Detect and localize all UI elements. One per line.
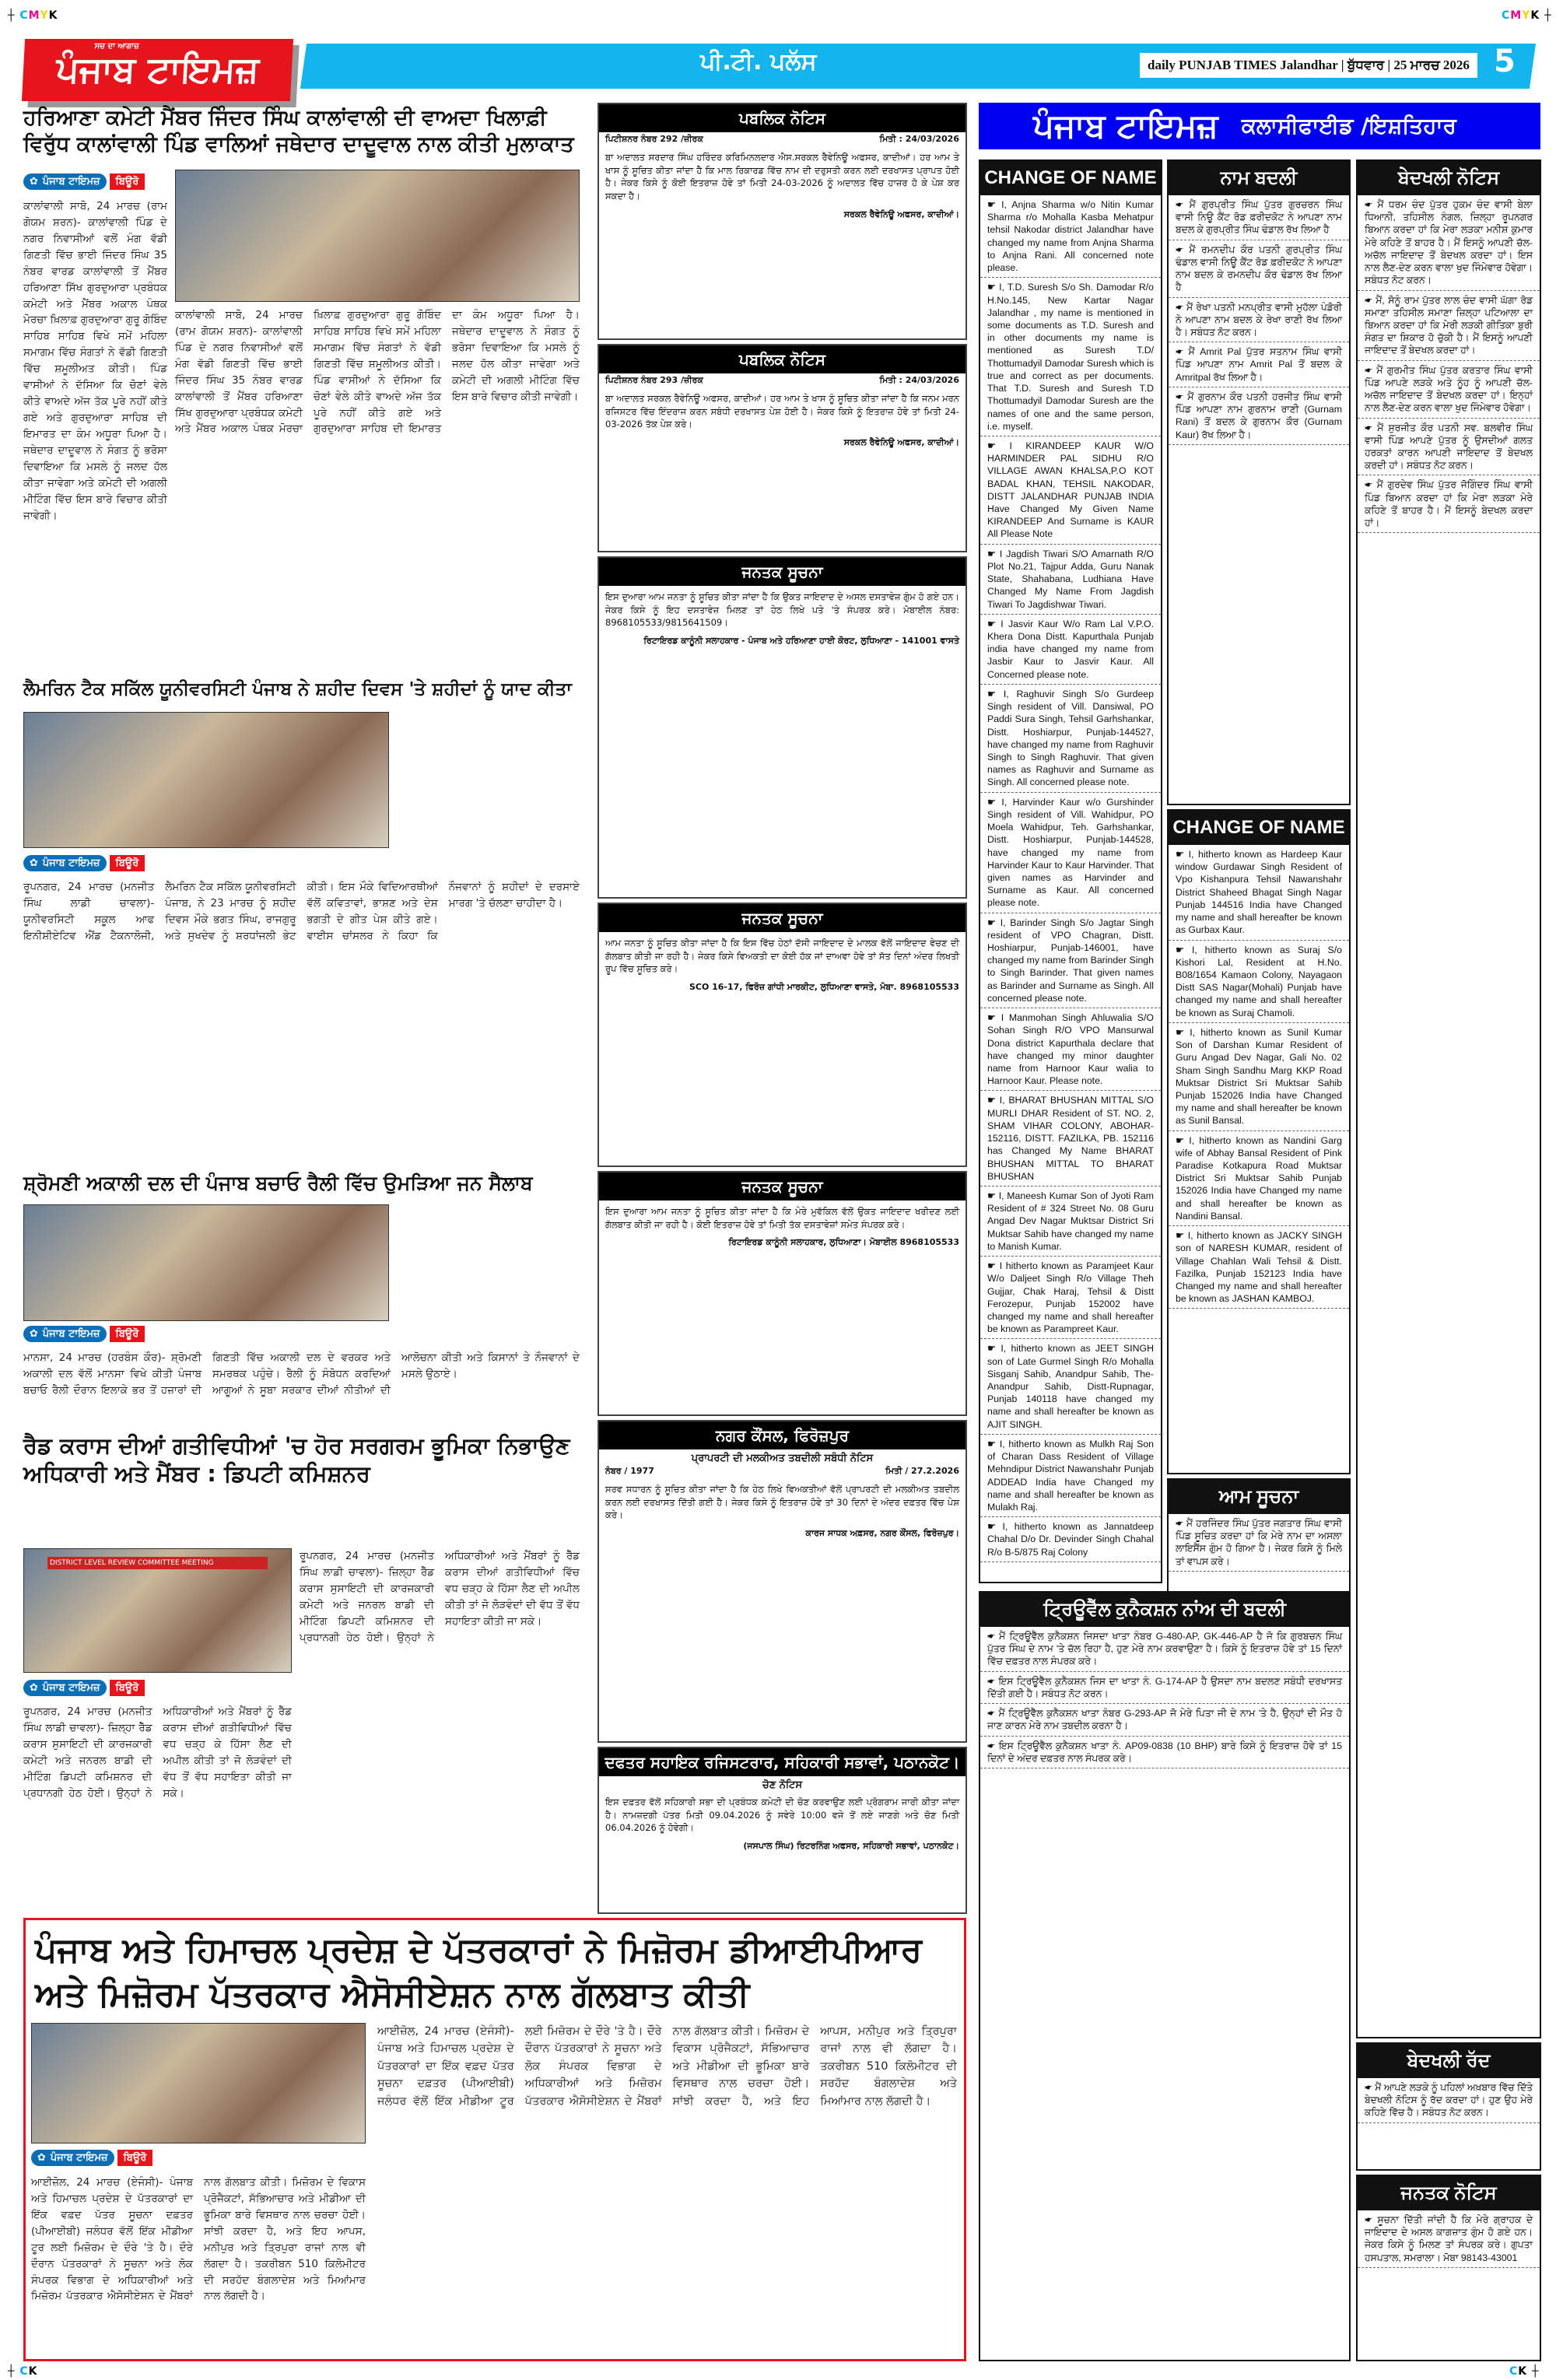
story-2-body: ਰੂਪਨਗਰ, 24 ਮਾਰਚ (ਮਨਜੀਤ ਸਿੰਘ ਲਾਡੀ ਚਾਵਲਾ)- ਯੂਨੀਵਰਸਿਟੀ ਸਕੂਲ ਆਫ ਇਨੀਸ਼ੀਏਟਿਵ ਐਂਡ ਟੈਕਨਾਲੋਜੀ, ਲੈਮਰਿਨ ਟੈਕ ਸਕਿੱਲ ਯੂਨੀਵਰਸਿਟੀ ਪੰਜਾਬ, ਨੇ 23 ਮਾਰਚ ਨੂੰ ਸ਼ਹੀਦ ਦਿਵਸ ਮੌਕੇ ਭਗਤ ਸਿੰਘ, ਰਾਜਗੁਰੂ ਅਤੇ ਸੁਖਦੇਵ ਨੂੰ ਸ਼ਰਧਾਂਜਲੀ ਭੇਟ ਕੀਤੀ। ਇਸ ਮੌਕੇ ਵਿਦਿਆਰਥੀਆਂ ਵੱਲੋਂ ਕਵਿਤਾਵਾਂ, ਭਾਸ਼ਣ ਅਤੇ ਦੇਸ਼ ਭਗਤੀ ਦੇ ਗੀਤ ਪੇਸ਼ ਕੀਤੇ ਗਏ। ਵਾਈਸ ਚਾਂਸਲਰ ਨੇ ਕਿਹਾ ਕਿ ਨੌਜਵਾਨਾਂ ਨੂੰ ਸ਼ਹੀਦਾਂ ਦੇ ਦਰਸਾਏ ਮਾਰਗ 'ਤੇ ਚੱਲਣਾ ਚਾਹੀਦਾ ਹੈ। [23,881,580,942]
classified-banner: ਪੰਜਾਬ ਟਾਇਮਜ਼ ਕਲਾਸੀਫਾਈਡ /ਇਸ਼ਤਿਹਾਰ [979,103,1540,149]
notice-ref: ਪਿਟੀਸ਼ਨਰ ਨੰਬਰ 293 /ਜ਼ੀਰਕ [605,375,703,385]
classified-entry: ☛ ਮੈਂ ਆਪਣੇ ਲੜਕੇ ਨੂੰ ਪਹਿਲਾਂ ਅਖ਼ਬਾਰ ਵਿੱਚ ਦਿੱਤੇ ਬੇਦਖਲੀ ਨੋਟਿਸ ਨੂੰ ਰੱਦ ਕਰਦਾ ਹਾਂ। ਹੁਣ ਉਹ ਮੇਰੇ ਕਹਿਣੇ ਵਿੱਚ ਹੈ। ਸਬੰਧਤ ਨੋਟ ਕਰਨ। [1358,2078,1540,2123]
byline-tag: ✿ ਪੰਜਾਬ ਟਾਇਮਜ਼ ਬਿਊਰੋ [23,1325,145,1342]
classified-entry: ☛ I, Anjna Sharma w/o Nitin Kumar Sharma r/o Mohalla Kasba Mehatpur tehsil Nakodar district Jalandhar have changed my name from Anjna Sharma to Anjna Rani. All concerned note please. [980,195,1161,278]
classified-entry: ☛ ਸੂਚਨਾ ਦਿੱਤੀ ਜਾਂਦੀ ਹੈ ਕਿ ਮੇਰੇ ਗ੍ਰਾਹਕ ਦੇ ਜਾਇਦਾਦ ਦੇ ਅਸਲ ਕਾਗਜ਼ਾਤ ਗੁੰਮ ਹੋ ਗਏ ਹਨ। ਜੇਕਰ ਕਿਸੇ ਨੂੰ ਮਿਲਣ ਤਾਂ ਸੰਪਰਕ ਕਰੇ। ਗੁਪਤਾ ਹਸਪਤਾਲ, ਸਮਰਾਲਾ। ਮੋਬਾ 98143-43001 [1358,2210,1540,2268]
classified-section-tubewell [979,1591,1351,2361]
classified-entry: ☛ I, Maneesh Kumar Son of Jyoti Ram Resident of # 324 Street No. 08 Guru Angad Dev Nagar Muktsar District Sri Muktsar Sahib have changed my name to Manish Kumar. [980,1186,1161,1257]
notice-signature: ਸਰਕਲ ਰੈਵੇਨਿਊ ਅਫਸਰ, ਕਾਦੀਆਂ। [843,437,959,448]
dateline: daily PUNJAB TIMES Jalandhar | ਬੁੱਧਵਾਰ | 25 ਮਾਰਚ 2026 [1140,53,1477,78]
notice-box [598,903,967,1167]
classified-entry: ☛ ਮੈਂ Amrit Pal ਪੁੱਤਰ ਸਤਨਾਮ ਸਿੰਘ ਵਾਸੀ ਪਿੰਡ ਆਪਣਾ ਨਾਮ Amrit Pal ਤੋਂ ਬਦਲ ਕੇ Amritpal ਰੱਖ ਲਿਆ ਹੈ। [1169,342,1349,387]
classified-section-title: ਜਨਤਕ ਨੋਟਿਸ [1358,2176,1540,2210]
classified-entry: ☛ ਮੈਂ ਟ੍ਰਿਊਵੈੱਲ ਕੁਨੈਕਸ਼ਨ ਖਾਤਾ ਨੰਬਰ G-293-AP ਜੋ ਮੇਰੇ ਪਿਤਾ ਜੀ ਦੇ ਨਾਮ 'ਤੇ ਹੈ, ਉਨ੍ਹਾਂ ਦੀ ਮੌਤ ਹੋ ਜਾਣ ਕਾਰਨ ਮੇਰੇ ਨਾਮ ਤਬਦੀਲ ਕਰਨਾ ਹੈ। [980,1704,1349,1736]
masthead-logo: ਸਚ ਦਾ ਆਗਾਜ਼ ਪੰਜਾਬ ਟਾਇਮਜ਼ [22,39,293,101]
notice-box [598,344,967,552]
notice-title: ਪਬਲਿਕ ਨੋਟਿਸ [599,345,965,373]
logo-icon: ✿ [37,2152,46,2164]
classified-entry: ☛ ਮੈਂ ਗੁਰਨਾਮ ਕੌਰ ਪਤਨੀ ਹਰਜੀਤ ਸਿੰਘ ਵਾਸੀ ਪਿੰਡ ਆਪਣਾ ਨਾਮ ਗੁਰਨਾਮ ਰਾਣੀ (Gurnam Rani) ਤੋਂ ਬਦਲ ਕੇ ਗੁਰਨਾਮ ਕੌਰ (Gurnam Kaur) ਰੱਖ ਲਿਆ ਹੈ। [1169,387,1349,445]
classified-entry: ☛ ਮੈਂ ਗੁਰਪ੍ਰੀਤ ਸਿੰਘ ਪੁੱਤਰ ਗੁਰਚਰਨ ਸਿੰਘ ਵਾਸੀ ਨਿਊ ਕੈਂਟ ਰੋਡ ਫ਼ਰੀਦਕੋਟ ਨੇ ਆਪਣਾ ਨਾਮ ਬਦਲ ਕੇ ਗੁਰਪ੍ਰੀਤ ਸਿੰਘ ਢੰਡਾਲ ਰੱਖ ਲਿਆ ਹੈ [1169,195,1349,240]
notice-title: ਨਗਰ ਕੌਂਸਲ, ਫਿਰੋਜ਼ਪੁਰ [599,1421,965,1449]
byline-tag: ✿ ਪੰਜਾਬ ਟਾਇਮਜ਼ ਬਿਊਰੋ [23,854,145,871]
classified-entry: ☛ I, BHARAT BHUSHAN MITTAL S/O MURLI DHAR Resident of ST. NO. 2, SHAM VIHAR COLONY, ABOHAR-152116, DISTT. FAZILKA, PB. 152116 has Changed My Name BHARAT BHUSHAN MITTAL TO BHARAT BHUSHAN [980,1091,1161,1186]
story-1-body: ਕਾਲਾਂਵਾਲੀ ਸਾਬੋ, 24 ਮਾਰਚ (ਰਾਮ ਗੋਯਮ ਸ਼ਰਨ)- ਕਾਲਾਂਵਾਲੀ ਪਿੰਡ ਦੇ ਨਗਰ ਨਿਵਾਸੀਆਂ ਵਲੋਂ ਮੰਗ ਵੱਡੀ ਗਿਣਤੀ ਵਿੱਚ ਭਾਈ ਜਿੰਦਰ ਸਿੰਘ 35 ਨੰਬਰ ਵਾਰਡ ਕਾਲਾਂਵਾਲੀ ਤੋਂ ਮੈਂਬਰ ਹਰਿਆਣਾ ਸਿੱਖ ਗੁਰਦੁਆਰਾ ਪ੍ਰਬੰਧਕ ਕਮੇਟੀ ਅਤੇ ਮੈਂਬਰ ਅਕਾਲ ਪੰਥਕ ਮੋਰਚਾ ਖ਼ਿਲਾਫ਼ ਗੁਰਦੁਆਰਾ ਗੁਰੂ ਗੋਬਿੰਦ ਸਾਹਿਬ ਸਾਹਿਬ ਵਿਖੇ ਸਮੇਂ ਮਹਿਲਾ ਸਮਾਗਮ ਵਿੱਚ ਸੰਗਤਾਂ ਨੇ ਵੱਡੀ ਗਿਣਤੀ ਵਿੱਚ ਸ਼ਮੂਲੀਅਤ ਕੀਤੀ। ਪਿੰਡ ਵਾਸੀਆਂ ਨੇ ਦੱਸਿਆ ਕਿ ਚੋਣਾਂ ਵੇਲੇ ਕੀਤੇ ਵਾਅਦੇ ਅੱਜ ਤੱਕ ਪੂਰੇ ਨਹੀਂ ਕੀਤੇ ਗਏ ਅਤੇ ਗੁਰਦੁਆਰਾ ਸਾਹਿਬ ਦੀ ਇਮਾਰਤ ਦਾ ਕੰਮ ਅਧੂਰਾ ਪਿਆ ਹੈ। ਜਥੇਦਾਰ ਦਾਦੂਵਾਲ ਨੇ ਸੰਗਤ ਨੂੰ ਭਰੋਸਾ ਦਿਵਾਇਆ ਕਿ ਮਸਲੇ ਨੂੰ ਜਲਦ ਹੱਲ ਕੀਤਾ ਜਾਵੇਗਾ ਅਤੇ ਕਮੇਟੀ ਦੀ ਅਗਲੀ ਮੀਟਿੰਗ ਵਿੱਚ ਇਸ ਬਾਰੇ ਵਿਚਾਰ ਕੀਤੀ ਜਾਵੇਗੀ। [23,200,167,522]
classified-section-bedakhli-radd [1356,2042,1541,2171]
classified-section-change-of-name-2 [1167,809,1351,1474]
byline-tag: ✿ ਪੰਜਾਬ ਟਾਇਮਜ਼ ਬਿਊਰੋ [23,173,145,190]
notice-box [598,1171,967,1416]
classified-entry: ☛ I KIRANDEEP KAUR W/O HARMINDER PAL SIDHU R/O VILLAGE AWAN KHALSA,P.O KOT BADAL KHAN, TEHSIL NAKODAR, DISTT JALANDHAR PUNJAB INDIA Have Changed My Given Name KIRANDEEP And Surname is KAUR All Please Note [980,436,1161,545]
classified-entry: ☛ ਮੈਂ ਰਮਨਦੀਪ ਕੌਰ ਪਤਨੀ ਗੁਰਪ੍ਰੀਤ ਸਿੰਘ ਢੰਡਾਲ ਵਾਸੀ ਨਿਊ ਕੈਂਟ ਰੋਡ ਫ਼ਰੀਦਕੋਟ ਨੇ ਆਪਣਾ ਨਾਮ ਬਦਲ ਕੇ ਰਮਨਦੀਪ ਕੌਰ ਢੰਡਾਲ ਰੱਖ ਲਿਆ ਹੈ [1169,240,1349,298]
section-title: ਪੀ.ਟੀ. ਪਲੱਸ [700,48,817,75]
notice-signature: ਰਿਟਾਇਰਡ ਕਾਨੂੰਨੀ ਸਲਾਹਕਾਰ - ਪੰਜਾਬ ਅਤੇ ਹਰਿਆਣਾ ਹਾਈ ਕੋਰਟ, ਲੁਧਿਆਣਾ - 141001 ਵਾਸਤੇ [643,636,959,647]
classified-entry: ☛ ਮੈਂ ਹਰਜਿੰਦਰ ਸਿੰਘ ਪੁੱਤਰ ਜਗਤਾਰ ਸਿੰਘ ਵਾਸੀ ਪਿੰਡ ਸੂਚਿਤ ਕਰਦਾ ਹਾਂ ਕਿ ਮੇਰੇ ਨਾਮ ਦਾ ਅਸਲਾ ਲਾਇਸੈਂਸ ਗੁੰਮ ਹੋ ਗਿਆ ਹੈ। ਜੇਕਰ ਕਿਸੇ ਨੂੰ ਮਿਲੇ ਤਾਂ ਵਾਪਸ ਕਰੇ। [1169,1514,1349,1572]
classified-entry: ☛ ਇਸ ਟ੍ਰਿਊਵੈੱਲ ਕੁਨੈਕਸ਼ਨ ਜਿਸ ਦਾ ਖਾਤਾ ਨੰ. G-174-AP ਹੈ ਉਸਦਾ ਨਾਮ ਬਦਲਣ ਸਬੰਧੀ ਦਰਖਾਸਤ ਦਿੱਤੀ ਗਈ ਹੈ। ਸਬੰਧਤ ਨੋਟ ਕਰਨ। [980,1672,1349,1704]
logo-icon: ✿ [30,857,38,869]
notice-signature: SCO 16-17, ਫਿਰੋਜ਼ ਗਾਂਧੀ ਮਾਰਕੀਟ, ਲੁਧਿਆਣਾ ਵਾਸਤੇ, ਮੋਬਾ. 8968105533 [689,982,959,993]
story-3-photo [23,1204,389,1321]
classified-entry: ☛ I, hitherto known as Jannatdeep Chahal D/o Dr. Devinder Singh Chahal R/o B-5/875 Raj Colony [980,1517,1161,1562]
byline-tag: ✿ ਪੰਜਾਬ ਟਾਇਮਜ਼ ਬਿਊਰੋ [23,1679,145,1696]
story-1-headline: ਹਰਿਆਣਾ ਕਮੇਟੀ ਮੈਂਬਰ ਜਿੰਦਰ ਸਿੰਘ ਕਾਲਾਂਵਾਲੀ ਦੀ ਵਾਅਦਾ ਖਿਲਾਫ਼ੀ ਵਿਰੁੱਧ ਕਾਲਾਂਵਾਲੀ ਪਿੰਡ ਵਾਲਿਆਂ ਜਥੇਦਾਰ ਦਾਦੂਵਾਲ ਨਾਲ ਕੀਤੀ ਮੁਲਾਕਾਤ [23,106,574,156]
classified-entry: ☛ I Jagdish Tiwari S/O Amarnath R/O Plot No.21, Tajpur Adda, Guru Nanak State, Shahabana, Ludhiana Have Changed My Name From Jagdish Tiwari To Jagdishwar Tiwari. [980,545,1161,615]
classified-entry: ☛ I, hitherto known as Hardeep Kaur window Gurdawar Singh Resident of Vpo Kishanpura Tehsil Nawanshahr District Shaheed Bhagat Singh Nagar Punjab 144516 India have Changed my name and shall hereafter be known as Gurbax Kaur. [1169,845,1349,941]
notice-body: ਇਸ ਦੁਆਰਾ ਆਮ ਜਨਤਾ ਨੂੰ ਸੂਚਿਤ ਕੀਤਾ ਜਾਂਦਾ ਹੈ ਕਿ ਮੇਰੇ ਮੁਵੱਕਿਲ ਵੱਲੋਂ ਉਕਤ ਜਾਇਦਾਦ ਖਰੀਦਣ ਲਈ ਗੱਲਬਾਤ ਕੀਤੀ ਜਾ ਰਹੀ ਹੈ। ਕੋਈ ਇਤਰਾਜ਼ ਹੋਵੇ ਤਾਂ ਮਿਤੀ ਤੱਕ ਦਸਤਾਵੇਜ਼ਾਂ ਸਮੇਤ ਸੰਪਰਕ ਕਰੇ। [605,1206,959,1230]
classified-entry: ☛ I, Raghuvir Singh S/o Gurdeep Singh resident of Vill. Dansiwal, PO Paddi Sura Singh, Tehsil Garhshankar, Distt. Hoshiarpur, Punjab-144527, have changed my name from Raghuvir Singh to Singh Raghuvir. That given names as Raghuvir and Surname as Singh. All concerned please note. [980,685,1161,793]
notice-signature: ਸਰਕਲ ਰੈਵੇਨਿਊ ਅਫਸਰ, ਕਾਦੀਆਂ। [843,209,959,219]
classified-section-janatak-notice [1356,2175,1541,2361]
story-2-headline: ਲੈਮਰਿਨ ਟੈਕ ਸਕਿੱਲ ਯੂਨੀਵਰਸਿਟੀ ਪੰਜਾਬ ਨੇ ਸ਼ਹੀਦ ਦਿਵਸ 'ਤੇ ਸ਼ਹੀਦਾਂ ਨੂੰ ਯਾਦ ਕੀਤਾ [23,679,572,699]
classified-section-title: ਬੇਦਖਲੀ ਰੱਦ [1358,2044,1540,2078]
classified-entry: ☛ I hitherto known as Paramjeet Kaur W/o Daljeet Singh R/o Village Theh Gujjar, Chak Haraj, Tehsil & Distt Ferozepur, Punjab 152002 have changed my name and shall hereafter be known as Parampreet Kaur. [980,1257,1161,1339]
story-3-body: ਮਾਨਸਾ, 24 ਮਾਰਚ (ਹਰਬੰਸ ਕੌਰ)- ਸ਼੍ਰੋਮਣੀ ਅਕਾਲੀ ਦਲ ਵੱਲੋਂ ਮਾਨਸਾ ਵਿਖੇ ਕੀਤੀ ਪੰਜਾਬ ਬਚਾਓ ਰੈਲੀ ਦੌਰਾਨ ਇਲਾਕੇ ਭਰ ਤੋਂ ਹਜ਼ਾਰਾਂ ਦੀ ਗਿਣਤੀ ਵਿੱਚ ਅਕਾਲੀ ਦਲ ਦੇ ਵਰਕਰ ਅਤੇ ਸਮਰਥਕ ਪਹੁੰਚੇ। ਰੈਲੀ ਨੂੰ ਸੰਬੋਧਨ ਕਰਦਿਆਂ ਆਗੂਆਂ ਨੇ ਸੂਬਾ ਸਰਕਾਰ ਦੀਆਂ ਨੀਤੀਆਂ ਦੀ ਆਲੋਚਨਾ ਕੀਤੀ ਅਤੇ ਕਿਸਾਨਾਂ ਤੇ ਨੌਜਵਾਨਾਂ ਦੇ ਮਸਲੇ ਉਠਾਏ। [23,1351,580,1397]
notice-signature: (ਜਸਪਾਲ ਸਿੰਘ) ਰਿਟਰਨਿੰਗ ਅਫਸਰ, ਸਹਿਕਾਰੀ ਸਭਾਵਾਂ, ਪਠਾਨਕੋਟ। [743,1841,959,1852]
story-1-body-cont: ਕਾਲਾਂਵਾਲੀ ਸਾਬੋ, 24 ਮਾਰਚ (ਰਾਮ ਗੋਯਮ ਸ਼ਰਨ)- ਕਾਲਾਂਵਾਲੀ ਪਿੰਡ ਦੇ ਨਗਰ ਨਿਵਾਸੀਆਂ ਵਲੋਂ ਮੰਗ ਵੱਡੀ ਗਿਣਤੀ ਵਿੱਚ ਭਾਈ ਜਿੰਦਰ ਸਿੰਘ 35 ਨੰਬਰ ਵਾਰਡ ਕਾਲਾਂਵਾਲੀ ਤੋਂ ਮੈਂਬਰ ਹਰਿਆਣਾ ਸਿੱਖ ਗੁਰਦੁਆਰਾ ਪ੍ਰਬੰਧਕ ਕਮੇਟੀ ਅਤੇ ਮੈਂਬਰ ਅਕਾਲ ਪੰਥਕ ਮੋਰਚਾ ਖ਼ਿਲਾਫ਼ ਗੁਰਦੁਆਰਾ ਗੁਰੂ ਗੋਬਿੰਦ ਸਾਹਿਬ ਸਾਹਿਬ ਵਿਖੇ ਸਮੇਂ ਮਹਿਲਾ ਸਮਾਗਮ ਵਿੱਚ ਸੰਗਤਾਂ ਨੇ ਵੱਡੀ ਗਿਣਤੀ ਵਿੱਚ ਸ਼ਮੂਲੀਅਤ ਕੀਤੀ। ਪਿੰਡ ਵਾਸੀਆਂ ਨੇ ਦੱਸਿਆ ਕਿ ਚੋਣਾਂ ਵੇਲੇ ਕੀਤੇ ਵਾਅਦੇ ਅੱਜ ਤੱਕ ਪੂਰੇ ਨਹੀਂ ਕੀਤੇ ਗਏ ਅਤੇ ਗੁਰਦੁਆਰਾ ਸਾਹਿਬ ਦੀ ਇਮਾਰਤ ਦਾ ਕੰਮ ਅਧੂਰਾ ਪਿਆ ਹੈ। ਜਥੇਦਾਰ ਦਾਦੂਵਾਲ ਨੇ ਸੰਗਤ ਨੂੰ ਭਰੋਸਾ ਦਿਵਾਇਆ ਕਿ ਮਸਲੇ ਨੂੰ ਜਲਦ ਹੱਲ ਕੀਤਾ ਜਾਵੇਗਾ ਅਤੇ ਕਮੇਟੀ ਦੀ ਅਗਲੀ ਮੀਟਿੰਗ ਵਿੱਚ ਇਸ ਬਾਰੇ ਵਿਚਾਰ ਕੀਤੀ ਜਾਵੇਗੀ। [175,309,580,436]
notice-box [598,1420,967,1743]
story-5-body-cont: ਆਈਜ਼ੋਲ, 24 ਮਾਰਚ (ਏਜੰਸੀ)- ਪੰਜਾਬ ਅਤੇ ਹਿਮਾਚਲ ਪ੍ਰਦੇਸ਼ ਦੇ ਪੱਤਰਕਾਰਾਂ ਦਾ ਇੱਕ ਵਫ਼ਦ ਪੱਤਰ ਸੂਚਨਾ ਦਫ਼ਤਰ (ਪੀਆਈਬੀ) ਜਲੰਧਰ ਵੱਲੋਂ ਇੱਕ ਮੀਡੀਆ ਟੂਰ ਲਈ ਮਿਜ਼ੋਰਮ ਦੇ ਦੌਰੇ 'ਤੇ ਹੈ। ਦੌਰੇ ਦੌਰਾਨ ਪੱਤਰਕਾਰਾਂ ਨੇ ਸੂਚਨਾ ਅਤੇ ਲੋਕ ਸੰਪਰਕ ਵਿਭਾਗ ਦੇ ਅਧਿਕਾਰੀਆਂ ਅਤੇ ਮਿਜ਼ੋਰਮ ਪੱਤਰਕਾਰ ਐਸੋਸੀਏਸ਼ਨ ਦੇ ਮੈਂਬਰਾਂ ਨਾਲ ਗੱਲਬਾਤ ਕੀਤੀ। ਮਿਜ਼ੋਰਮ ਦੇ ਵਿਕਾਸ ਪ੍ਰੋਜੈਕਟਾਂ, ਸੱਭਿਆਚਾਰ ਅਤੇ ਮੀਡੀਆ ਦੀ ਭੂਮਿਕਾ ਬਾਰੇ ਵਿਸਥਾਰ ਨਾਲ ਚਰਚਾ ਹੋਈ। ਸਾਂਝੀ ਕਰਦਾ ਹੈ, ਅਤੇ ਇਹ ਆਪਸ, ਮਨੀਪੁਰ ਅਤੇ ਤ੍ਰਿਪੁਰਾ ਰਾਜਾਂ ਨਾਲ ਵੀ ਲੱਗਦਾ ਹੈ। ਤਕਰੀਬਨ 510 ਕਿਲੋਮੀਟਰ ਦੀ ਸਰਹੱਦ ਬੰਗਲਾਦੇਸ਼ ਅਤੇ ਮਿਆਂਮਾਰ ਨਾਲ ਲੱਗਦੀ ਹੈ। [377,2025,957,2108]
classified-section-title: CHANGE OF NAME [1169,811,1349,845]
registration-mark-bottom-left: ┼ CK [8,2365,38,2378]
story-5-headline: ਪੰਜਾਬ ਅਤੇ ਹਿਮਾਚਲ ਪ੍ਰਦੇਸ਼ ਦੇ ਪੱਤਰਕਾਰਾਂ ਨੇ ਮਿਜ਼ੋਰਮ ਡੀਆਈਪੀਆਰ ਅਤੇ ਮਿਜ਼ੋਰਮ ਪੱਤਰਕਾਰ ਐਸੋਸੀਏਸ਼ਨ ਨਾਲ ਗੱਲਬਾਤ ਕੀਤੀ [35,1930,923,2015]
classified-section-bedakhli [1356,159,1541,2038]
classified-entry: ☛ I, hitherto known as Sunil Kumar Son of Darshan Kumar Resident of Guru Angad Dev Nagar, Gali No. 02 Sham Singh Sandhu Marg KKP Road Muktsar District Sri Muktsar Sahib Punjab 152026 India have Changed my name and shall hereafter be known as Sunil Bansal. [1169,1023,1349,1131]
byline-tag: ✿ ਪੰਜਾਬ ਟਾਇਮਜ਼ ਬਿਊਰੋ [31,2149,152,2166]
classified-entry: ☛ ਇਸ ਟ੍ਰਿਊਵੈੱਲ ਕੁਨੈਕਸ਼ਨ ਖਾਤਾ ਨੰ. AP09-0838 (10 BHP) ਬਾਰੇ ਕਿਸੇ ਨੂੰ ਇਤਰਾਜ਼ ਹੋਵੇ ਤਾਂ 15 ਦਿਨਾਂ ਦੇ ਅੰਦਰ ਦਫ਼ਤਰ ਨਾਲ ਸੰਪਰਕ ਕਰੇ। [980,1737,1349,1768]
classified-entry: ☛ ਮੈਂ ਸੁਰਜੀਤ ਕੌਰ ਪਤਨੀ ਸਵ. ਬਲਵੀਰ ਸਿੰਘ ਵਾਸੀ ਪਿੰਡ ਆਪਣੇ ਪੁੱਤਰ ਨੂੰ ਉਸਦੀਆਂ ਗਲਤ ਹਰਕਤਾਂ ਕਾਰਨ ਆਪਣੀ ਜਾਇਦਾਦ ਤੋਂ ਬੇਦਖਲ ਕਰਦੀ ਹਾਂ। ਸਬੰਧਤ ਨੋਟ ਕਰਨ। [1358,419,1540,476]
classified-entry: ☛ ਮੈਂ ਧਰਮ ਚੰਦ ਪੁੱਤਰ ਹੁਕਮ ਚੰਦ ਵਾਸੀ ਬੇਲਾ ਧਿਆਨੀ, ਤਹਿਸੀਲ ਨੰਗਲ, ਜ਼ਿਲ੍ਹਾ ਰੂਪਨਗਰ ਬਿਆਨ ਕਰਦਾ ਹਾਂ ਕਿ ਮੇਰਾ ਲੜਕਾ ਮਨੀਸ਼ ਕੁਮਾਰ ਮੇਰੇ ਕਹਿਣੇ ਤੋਂ ਬਾਹਰ ਹੈ। ਮੈਂ ਇਸਨੂੰ ਆਪਣੀ ਚੱਲ-ਅਚੱਲ ਜਾਇਦਾਦ ਤੋਂ ਬੇਦਖਲ ਕਰਦਾ ਹਾਂ। ਇਸ ਨਾਲ ਲੈਣ-ਦੇਣ ਕਰਨ ਵਾਲਾ ਖੁਦ ਜਿੰਮੇਵਾਰ ਹੋਵੇਗਾ। ਸਬੰਧਤ ਨੋਟ ਕਰਨ। [1358,195,1540,291]
classified-entry: ☛ I, Barinder Singh S/o Jagtar Singh resident of VPO Chagran, Distt. Hoshiarpur, Punjab-146001, have changed my name from Barinder Singh to Singh Barinder. That given names as Barinder and Surname as Singh. All concerned please note. [980,913,1161,1009]
notice-date: ਮਿਤੀ : 24/03/2026 [879,134,959,144]
classified-entry: ☛ I, Harvinder Kaur w/o Gurshinder Singh resident of Vill. Wahidpur, PO Moela Wahidpur, Teh. Garhshankar, Distt. Hoshiarpur, Punjab-144528, have changed my name from Harvinder Kaur to Kaur Harvinder. That given names as Harvinder and Surname as Kaur. All concerned please note. [980,793,1161,913]
classified-entry: ☛ I Jasvir Kaur W/o Ram Lal V.P.O. Khera Dona Distt. Kapurthala Punjab india have changed my name from Jasbir Kaur to Jasvir Kaur. All Concerned please note. [980,615,1161,685]
notice-body: ਸਰਵ ਸਧਾਰਨ ਨੂੰ ਸੂਚਿਤ ਕੀਤਾ ਜਾਂਦਾ ਹੈ ਕਿ ਹੇਠ ਲਿਖੇ ਵਿਅਕਤੀਆਂ ਵੱਲੋਂ ਪ੍ਰਾਪਰਟੀ ਦੀ ਮਲਕੀਅਤ ਤਬਦੀਲ ਕਰਨ ਲਈ ਦਰਖਾਸਤ ਦਿੱਤੀ ਗਈ ਹੈ। ਜੇਕਰ ਕਿਸੇ ਨੂੰ ਇਤਰਾਜ਼ ਹੋਵੇ ਤਾਂ 30 ਦਿਨਾਂ ਦੇ ਅੰਦਰ ਦਫ਼ਤਰ ਵਿੱਚ ਪੇਸ਼ ਕਰੇ। [605,1484,959,1521]
notice-title: ਦਫਤਰ ਸਹਾਇਕ ਰਜਿਸਟਰਾਰ, ਸਹਿਕਾਰੀ ਸਭਾਵਾਂ, ਪਠਾਨਕੋਟ। [599,1748,965,1776]
page-number: 5 [1494,44,1516,79]
classified-entry: ☛ ਮੈਂ, ਸੋਨੂੰ ਰਾਮ ਪੁੱਤਰ ਲਾਲ ਚੰਦ ਵਾਸੀ ਘੱਗਾ ਰੋਡ ਸਮਾਣਾ ਤਹਿਸੀਲ ਸਮਾਣਾ ਜ਼ਿਲ੍ਹਾ ਪਟਿਆਲਾ ਦਾ ਬਿਆਨ ਕਰਦਾ ਹਾਂ ਕਿ ਮੇਰੀ ਲੜਕੀ ਗੀਤਿਕਾ ਬੁਰੀ ਸੰਗਤ ਦਾ ਸ਼ਿਕਾਰ ਹੋ ਚੁੱਕੀ ਹੈ। ਮੈਂ ਇਸਨੂੰ ਆਪਣੀ ਜਾਇਦਾਦ ਤੋਂ ਬੇਦਖਲ ਕਰਦਾ ਹਾਂ। [1358,291,1540,361]
notice-subtitle: ਪ੍ਰਾਪਰਟੀ ਦੀ ਮਲਕੀਅਤ ਤਬਦੀਲੀ ਸਬੰਧੀ ਨੋਟਿਸ [691,1453,874,1464]
notice-date: ਮਿਤੀ : 24/03/2026 [879,375,959,385]
registration-mark-right: CMYK ┼ [1502,9,1552,22]
story-3-headline: ਸ਼੍ਰੋਮਣੀ ਅਕਾਲੀ ਦਲ ਦੀ ਪੰਜਾਬ ਬਚਾਓ ਰੈਲੀ ਵਿੱਚ ਉਮੜਿਆ ਜਨ ਸੈਲਾਬ [23,1172,533,1194]
notice-body: ਇਸ ਦੁਆਰਾ ਆਮ ਜਨਤਾ ਨੂੰ ਸੂਚਿਤ ਕੀਤਾ ਜਾਂਦਾ ਹੈ ਕਿ ਉਕਤ ਜਾਇਦਾਦ ਦੇ ਅਸਲ ਦਸਤਾਵੇਜ਼ ਗੁੰਮ ਹੋ ਗਏ ਹਨ। ਜੇਕਰ ਕਿਸੇ ਨੂੰ ਇਹ ਦਸਤਾਵੇਜ਼ ਮਿਲਣ ਤਾਂ ਹੇਠ ਲਿਖੇ ਪਤੇ 'ਤੇ ਸੰਪਰਕ ਕਰੇ। ਮੋਬਾਈਲ ਨੰਬਰ: 8968105533/9815641509। [605,591,959,629]
notice-box [598,1747,967,1914]
classified-entry: ☛ I, hitherto known as Mulkh Raj Son of Charan Dass Resident of Village Mehndipur District Nawanshahr Punjab ADDEAD India have Changed my name and shall hereafter be known as Mulakh Raj. [980,1435,1161,1517]
logo-icon: ✿ [30,1682,38,1694]
registration-mark-left: ┼ CMYK [8,9,58,22]
story-5-body: ਆਈਜ਼ੋਲ, 24 ਮਾਰਚ (ਏਜੰਸੀ)- ਪੰਜਾਬ ਅਤੇ ਹਿਮਾਚਲ ਪ੍ਰਦੇਸ਼ ਦੇ ਪੱਤਰਕਾਰਾਂ ਦਾ ਇੱਕ ਵਫ਼ਦ ਪੱਤਰ ਸੂਚਨਾ ਦਫ਼ਤਰ (ਪੀਆਈਬੀ) ਜਲੰਧਰ ਵੱਲੋਂ ਇੱਕ ਮੀਡੀਆ ਟੂਰ ਲਈ ਮਿਜ਼ੋਰਮ ਦੇ ਦੌਰੇ 'ਤੇ ਹੈ। ਦੌਰੇ ਦੌਰਾਨ ਪੱਤਰਕਾਰਾਂ ਨੇ ਸੂਚਨਾ ਅਤੇ ਲੋਕ ਸੰਪਰਕ ਵਿਭਾਗ ਦੇ ਅਧਿਕਾਰੀਆਂ ਅਤੇ ਮਿਜ਼ੋਰਮ ਪੱਤਰਕਾਰ ਐਸੋਸੀਏਸ਼ਨ ਦੇ ਮੈਂਬਰਾਂ ਨਾਲ ਗੱਲਬਾਤ ਕੀਤੀ। ਮਿਜ਼ੋਰਮ ਦੇ ਵਿਕਾਸ ਪ੍ਰੋਜੈਕਟਾਂ, ਸੱਭਿਆਚਾਰ ਅਤੇ ਮੀਡੀਆ ਦੀ ਭੂਮਿਕਾ ਬਾਰੇ ਵਿਸਥਾਰ ਨਾਲ ਚਰਚਾ ਹੋਈ। ਸਾਂਝੀ ਕਰਦਾ ਹੈ, ਅਤੇ ਇਹ ਆਪਸ, ਮਨੀਪੁਰ ਅਤੇ ਤ੍ਰਿਪੁਰਾ ਰਾਜਾਂ ਨਾਲ ਵੀ ਲੱਗਦਾ ਹੈ। ਤਕਰੀਬਨ 510 ਕਿਲੋਮੀਟਰ ਦੀ ਸਰਹੱਦ ਬੰਗਲਾਦੇਸ਼ ਅਤੇ ਮਿਆਂਮਾਰ ਨਾਲ ਲੱਗਦੀ ਹੈ। [31,2176,366,2303]
notice-ref: ਨੰਬਰ / 1977 [605,1466,654,1476]
registration-mark-bottom-right: CK ┼ [1509,2365,1540,2378]
story-4-body: ਰੂਪਨਗਰ, 24 ਮਾਰਚ (ਮਨਜੀਤ ਸਿੰਘ ਲਾਡੀ ਚਾਵਲਾ)- ਜ਼ਿਲ੍ਹਾ ਰੈੱਡ ਕਰਾਸ ਸੁਸਾਇਟੀ ਦੀ ਕਾਰਜਕਾਰੀ ਕਮੇਟੀ ਅਤੇ ਜਨਰਲ ਬਾਡੀ ਦੀ ਮੀਟਿੰਗ ਡਿਪਟੀ ਕਮਿਸ਼ਨਰ ਦੀ ਪ੍ਰਧਾਨਗੀ ਹੇਠ ਹੋਈ। ਉਨ੍ਹਾਂ ਨੇ ਅਧਿਕਾਰੀਆਂ ਅਤੇ ਮੈਂਬਰਾਂ ਨੂੰ ਰੈੱਡ ਕਰਾਸ ਦੀਆਂ ਗਤੀਵਿਧੀਆਂ ਵਿੱਚ ਵਧ ਚੜ੍ਹ ਕੇ ਹਿੱਸਾ ਲੈਣ ਦੀ ਅਪੀਲ ਕੀਤੀ ਤਾਂ ਜੋ ਲੋੜਵੰਦਾਂ ਦੀ ਵੱਧ ਤੋਂ ਵੱਧ ਸਹਾਇਤਾ ਕੀਤੀ ਜਾ ਸਕੇ। [300,1550,580,1644]
notice-signature: ਕਾਰਜ ਸਾਧਕ ਅਫ਼ਸਰ, ਨਗਰ ਕੌਂਸਲ, ਫਿਰੋਜ਼ਪੁਰ। [805,1528,959,1539]
story-4-body-cont: ਰੂਪਨਗਰ, 24 ਮਾਰਚ (ਮਨਜੀਤ ਸਿੰਘ ਲਾਡੀ ਚਾਵਲਾ)- ਜ਼ਿਲ੍ਹਾ ਰੈੱਡ ਕਰਾਸ ਸੁਸਾਇਟੀ ਦੀ ਕਾਰਜਕਾਰੀ ਕਮੇਟੀ ਅਤੇ ਜਨਰਲ ਬਾਡੀ ਦੀ ਮੀਟਿੰਗ ਡਿਪਟੀ ਕਮਿਸ਼ਨਰ ਦੀ ਪ੍ਰਧਾਨਗੀ ਹੇਠ ਹੋਈ। ਉਨ੍ਹਾਂ ਨੇ ਅਧਿਕਾਰੀਆਂ ਅਤੇ ਮੈਂਬਰਾਂ ਨੂੰ ਰੈੱਡ ਕਰਾਸ ਦੀਆਂ ਗਤੀਵਿਧੀਆਂ ਵਿੱਚ ਵਧ ਚੜ੍ਹ ਕੇ ਹਿੱਸਾ ਲੈਣ ਦੀ ਅਪੀਲ ਕੀਤੀ ਤਾਂ ਜੋ ਲੋੜਵੰਦਾਂ ਦੀ ਵੱਧ ਤੋਂ ਵੱਧ ਸਹਾਇਤਾ ਕੀਤੀ ਜਾ ਸਕੇ। [23,1705,292,1800]
notice-title: ਜਨਤਕ ਸੂਚਨਾ [599,1172,965,1201]
classified-entry: ☛ ਮੈਂ ਰੇਖਾ ਪਤਨੀ ਮਨਪ੍ਰੀਤ ਵਾਸੀ ਮੁਹੱਲਾ ਪੰਡੋਰੀ ਨੇ ਆਪਣਾ ਨਾਮ ਬਦਲ ਕੇ ਰੇਖਾ ਰਾਣੀ ਰੱਖ ਲਿਆ ਹੈ। ਸਬੰਧਤ ਨੋਟ ਕਰਨ। [1169,298,1349,343]
classified-entry: ☛ I, hitherto known as JEET SINGH son of Late Gurmel Singh R/o Mohalla Sisganj Sahib, Anandpur Sahib, The-Anandpur Sahib, Distt-Rupnagar, Punjab 140118 have changed my name and shall hereafter be known as AJIT SINGH. [980,1339,1161,1435]
story-4-headline: ਰੈਡ ਕਰਾਸ ਦੀਆਂ ਗਤੀਵਿਧੀਆਂ 'ਚ ਹੋਰ ਸਰਗਰਮ ਭੂਮਿਕਾ ਨਿਭਾਉਣ ਅਧਿਕਾਰੀ ਅਤੇ ਮੈਂਬਰ : ਡਿਪਟੀ ਕਮਿਸ਼ਨਰ [23,1432,570,1488]
classified-section-change-of-name-1 [979,159,1162,1583]
story-1-photo [175,170,580,302]
story-5-photo [31,2023,366,2143]
notice-body: ਆਮ ਜਨਤਾ ਨੂੰ ਸੂਚਿਤ ਕੀਤਾ ਜਾਂਦਾ ਹੈ ਕਿ ਇਸ ਵਿੱਚ ਹੇਠਾਂ ਦੱਸੀ ਜਾਇਦਾਦ ਦੇ ਮਾਲਕ ਵੱਲੋਂ ਜਾਇਦਾਦ ਵੇਚਣ ਦੀ ਗੱਲਬਾਤ ਕੀਤੀ ਜਾ ਰਹੀ ਹੈ। ਜੇਕਰ ਕਿਸੇ ਵਿਅਕਤੀ ਦਾ ਕੋਈ ਹੱਕ ਜਾਂ ਦਾਅਵਾ ਹੋਵੇ ਤਾਂ ਸੱਤ ਦਿਨਾਂ ਅੰਦਰ ਲਿਖਤੀ ਰੂਪ ਵਿੱਚ ਸੂਚਿਤ ਕਰੇ। [605,938,959,975]
notice-title: ਜਨਤਕ ਸੂਚਨਾ [599,904,965,932]
notice-title: ਪਬਲਿਕ ਨੋਟਿਸ [599,104,965,132]
notice-body: ਬਾ ਅਦਾਲਤ ਸਰਕਲ ਰੈਵੇਨਿਊ ਅਫਸਰ, ਕਾਦੀਆਂ। ਹਰ ਆਮ ਤੇ ਖਾਸ ਨੂੰ ਸੂਚਿਤ ਕੀਤਾ ਜਾਂਦਾ ਹੈ ਕਿ ਜਨਮ ਮਰਨ ਰਜਿਸਟਰ ਵਿੱਚ ਇੰਦਰਾਜ ਕਰਨ ਸਬੰਧੀ ਦਰਖਾਸਤ ਪੇਸ਼ ਹੋਈ ਹੈ। ਜੇਕਰ ਕਿਸੇ ਨੂੰ ਇਤਰਾਜ਼ ਹੋਵੇ ਤਾਂ ਮਿਤੀ 24-03-2026 ਤੱਕ ਪੇਸ਼ ਕਰੇ। [605,393,959,430]
classified-section-title: ਟ੍ਰਿਊਵੈੱਲ ਕੁਨੈਕਸ਼ਨ ਨਾਂਅ ਦੀ ਬਦਲੀ [980,1593,1349,1627]
classified-entry: ☛ I Manmohan Singh Ahluwalia S/O Sohan Singh R/O VPO Mansurwal Dona district Kapurthala declare that have changed my minor daughter name from Harnoor Kaur walia to Harnoor Kaur. Please note. [980,1008,1161,1091]
notice-title: ਜਨਤਕ ਸੂਚਨਾ [599,558,965,586]
notice-subtitle: ਚੋਣ ਨੋਟਿਸ [762,1779,803,1791]
classified-section-aam-suchna [1167,1478,1351,1595]
classified-section-title: CHANGE OF NAME [980,161,1161,195]
story-4-photo: DISTRICT LEVEL REVIEW COMMITTEE MEETING [23,1548,292,1673]
classified-entry: ☛ I, hitherto known as JACKY SINGH son of NARESH KUMAR, resident of Village Chahlan Wali Tehsil & Distt. Fazilka, Punjab 152123 India have Changed my name and shall hereafter be known as JASHAN KAMBOJ. [1169,1226,1349,1309]
story-2-photo [23,712,389,848]
classified-entry: ☛ ਮੈਂ ਗੁਰਮੀਤ ਸਿੰਘ ਪੁੱਤਰ ਕਰਤਾਰ ਸਿੰਘ ਵਾਸੀ ਪਿੰਡ ਆਪਣੇ ਲੜਕੇ ਅਤੇ ਨੂੰਹ ਨੂੰ ਆਪਣੀ ਚੱਲ-ਅਚੱਲ ਜਾਇਦਾਦ ਤੋਂ ਬੇਦਖਲ ਕਰਦਾ ਹਾਂ। ਇਨ੍ਹਾਂ ਨਾਲ ਲੈਣ-ਦੇਣ ਕਰਨ ਵਾਲਾ ਖੁਦ ਜਿੰਮੇਵਾਰ ਹੋਵੇਗਾ। [1358,361,1540,419]
classified-entry: ☛ I, hitherto known as Nandini Garg wife of Abhay Bansal Resident of Pink Paradise Kotkapura Road Muktsar District Sri Muktsar Sahib Punjab 152026 India have Changed my name and shall hereafter be known as Nandini Bansal. [1169,1131,1349,1227]
notice-date: ਮਿਤੀ / 27.2.2026 [885,1466,959,1476]
notice-box [598,103,967,340]
notice-signature: ਰਿਟਾਇਰਡ ਕਾਨੂੰਨੀ ਸਲਾਹਕਾਰ, ਲੁਧਿਆਣਾ। ਮੋਬਾਈਲ 8968105533 [728,1237,959,1248]
classified-entry: ☛ I, hitherto known as Suraj S/o Kishori Lal, Resident at H.No. B08/1654 Kamaon Colony, Nayagaon Distt SAS Nagar(Mohali) Punjab have changed my name and shall hereafter be known as Suraj Chamoli. [1169,941,1349,1023]
classified-section-title: ਆਮ ਸੂਚਨਾ [1169,1480,1349,1514]
classified-entry: ☛ ਮੈਂ ਗੁਰਦੇਵ ਸਿੰਘ ਪੁੱਤਰ ਜੋਗਿੰਦਰ ਸਿੰਘ ਵਾਸੀ ਪਿੰਡ ਬਿਆਨ ਕਰਦਾ ਹਾਂ ਕਿ ਮੇਰਾ ਲੜਕਾ ਮੇਰੇ ਕਹਿਣੇ ਤੋਂ ਬਾਹਰ ਹੈ। ਮੈਂ ਇਸਨੂੰ ਬੇਦਖਲ ਕਰਦਾ ਹਾਂ। [1358,475,1540,533]
classified-section-title: ਬੇਦਖਲੀ ਨੋਟਿਸ [1358,161,1540,195]
notice-body: ਬਾ ਅਦਾਲਤ ਸਰਦਾਰ ਸਿੰਘ ਹਰਿੰਦਰ ਕਰਿਮਿਨਲਦਾਰ ਐਸ.ਸਰਕਲ ਰੈਵੇਨਿਊ ਅਫਸਰ, ਕਾਦੀਆਂ। ਹਰ ਆਮ ਤੇ ਖਾਸ ਨੂੰ ਸੂਚਿਤ ਕੀਤਾ ਜਾਂਦਾ ਹੈ ਕਿ ਮਾਲ ਰਿਕਾਰਡ ਵਿੱਚ ਨਾਮ ਦੀ ਦਰੁਸਤੀ ਕਰਨ ਲਈ ਦਰਖਾਸਤ ਪ੍ਰਾਪਤ ਹੋਈ ਹੈ। ਜੇਕਰ ਕਿਸੇ ਨੂੰ ਕੋਈ ਇਤਰਾਜ਼ ਹੋਵੇ ਤਾਂ ਮਿਤੀ 24-03-2026 ਨੂੰ ਅਦਾਲਤ ਵਿੱਚ ਹਾਜ਼ਰ ਹੋ ਕੇ ਪੇਸ਼ ਕਰ ਸਕਦਾ ਹੈ। [605,152,959,202]
notice-box [598,556,967,899]
classified-entry: ☛ I, T.D. Suresh S/o Sh. Damodar R/o H.No.145, New Kartar Nagar Jalandhar , my name is mentioned in some documents as T.D. Suresh and in other documents my name is mentioned as Suresh T.D/ Thottumadyil Damodar Suresh which is true and correct as per documents. That T.D. Suresh and Suresh T.D Thottumadyil Damodar Suresh are the names of one and the same person, i.e. myself. [980,278,1161,436]
classified-entry: ☛ ਮੈਂ ਟ੍ਰਿਊਵੈੱਲ ਕੁਨੈਕਸ਼ਨ ਜਿਸਦਾ ਖਾਤਾ ਨੰਬਰ G-480-AP, GK-446-AP ਹੈ ਜੋ ਕਿ ਗੁਰਬਚਨ ਸਿੰਘ ਪੁੱਤਰ ਸਿੰਘ ਦੇ ਨਾਮ 'ਤੇ ਚੱਲ ਰਿਹਾ ਹੈ, ਹੁਣ ਮੇਰੇ ਨਾਮ ਕਰਵਾਉਣਾ ਹੈ। ਕਿਸੇ ਨੂੰ ਇਤਰਾਜ਼ ਹੋਵੇ ਤਾਂ 15 ਦਿਨਾਂ ਵਿੱਚ ਦਫ਼ਤਰ ਨਾਲ ਸੰਪਰਕ ਕਰੇ। [980,1627,1349,1672]
classified-section-naam-badli [1167,159,1351,805]
logo-icon: ✿ [30,176,38,188]
notice-body: ਇਸ ਦਫ਼ਤਰ ਵੱਲੋਂ ਸਹਿਕਾਰੀ ਸਭਾ ਦੀ ਪ੍ਰਬੰਧਕ ਕਮੇਟੀ ਦੀ ਚੋਣ ਕਰਵਾਉਣ ਲਈ ਪ੍ਰੋਗਰਾਮ ਜਾਰੀ ਕੀਤਾ ਜਾਂਦਾ ਹੈ। ਨਾਮਜ਼ਦਗੀ ਪੱਤਰ ਮਿਤੀ 09.04.2026 ਨੂੰ ਸਵੇਰੇ 10:00 ਵਜੇ ਤੋਂ ਲਏ ਜਾਣਗੇ ਅਤੇ ਚੋਣ ਮਿਤੀ 06.04.2026 ਨੂੰ ਹੋਵੇਗੀ। [605,1796,959,1834]
logo-icon: ✿ [30,1328,38,1340]
notice-ref: ਪਿਟੀਸ਼ਨਰ ਨੰਬਰ 292 /ਜ਼ੀਰਕ [605,134,703,144]
classified-section-title: ਨਾਮ ਬਦਲੀ [1169,161,1349,195]
